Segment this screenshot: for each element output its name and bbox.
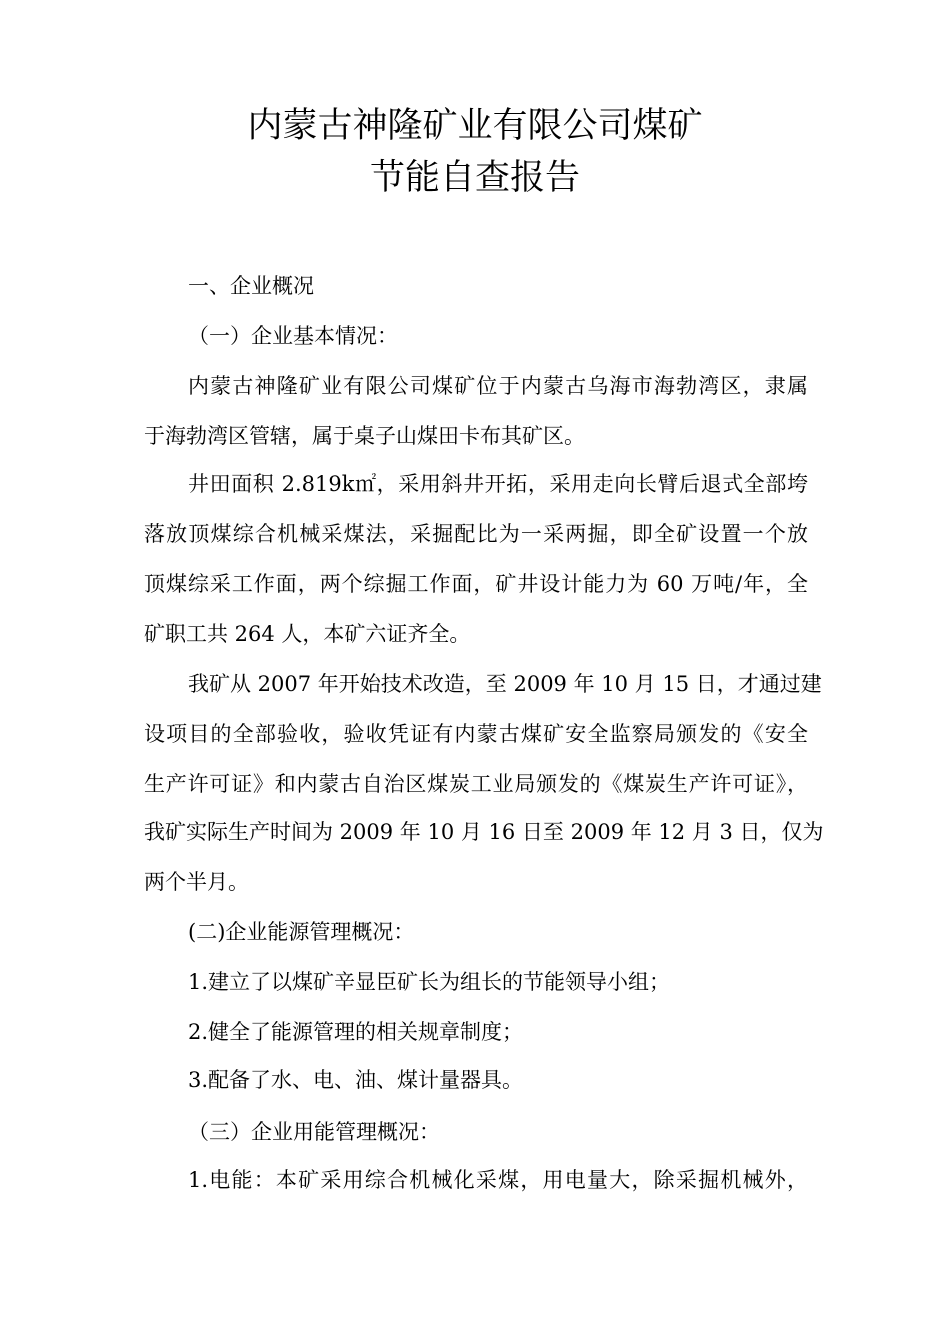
paragraph-3-line-1: 我矿从 2007 年开始技术改造，至 2009 年 10 月 15 日，才通过建 [188,672,822,696]
paragraph-3-line-3: 生产许可证》和内蒙古自治区煤炭工业局颁发的《煤炭生产许可证》， [144,772,808,796]
paragraph-2-line-4: 矿职工共 264 人，本矿六证齐全。 [144,622,471,646]
paragraph-1-line-1: 内蒙古神隆矿业有限公司煤矿位于内蒙古乌海市海勃湾区，隶属 [188,374,808,398]
paragraph-2-line-3: 顶煤综采工作面，两个综掘工作面，矿井设计能力为 60 万吨/年，全 [144,572,808,596]
list-item: 2.健全了能源管理的相关规章制度； [188,1020,524,1044]
paragraph-1-line-2: 于海勃湾区管辖，属于桌子山煤田卡布其矿区。 [144,424,585,448]
paragraph-3-line-4: 我矿实际生产时间为 2009 年 10 月 16 日至 2009 年 12 月 3 日，仅为 [144,820,824,844]
paragraph-3-line-5: 两个半月。 [144,870,249,894]
paragraph-2-line-1: 井田面积 2.819k㎡，采用斜井开拓，采用走向长臂后退式全部垮 [188,472,808,496]
document-title-line-1: 内蒙古神隆矿业有限公司煤矿 [247,106,703,146]
subsection-heading-energy-management: (二)企业能源管理概况： [188,920,415,944]
subsection-heading-energy-use: （三）企业用能管理概况： [188,1120,440,1144]
section-heading-company-overview: 一、企业概况 [188,274,314,298]
list-item: 3.配备了水、电、油、煤计量器具。 [188,1068,524,1092]
subsection-heading-basic-info: （一）企业基本情况： [188,324,398,348]
list-item: 1.建立了以煤矿辛显臣矿长为组长的节能领导小组； [188,970,671,994]
document-title-line-2: 节能自查报告 [369,158,580,198]
paragraph-2-line-2: 落放顶煤综合机械采煤法，采掘配比为一采两掘，即全矿设置一个放 [144,522,808,546]
paragraph-3-line-2: 设项目的全部验收，验收凭证有内蒙古煤矿安全监察局颁发的《安全 [144,722,808,746]
list-item: 1.电能：本矿采用综合机械化采煤，用电量大，除采掘机械外， [188,1168,808,1192]
